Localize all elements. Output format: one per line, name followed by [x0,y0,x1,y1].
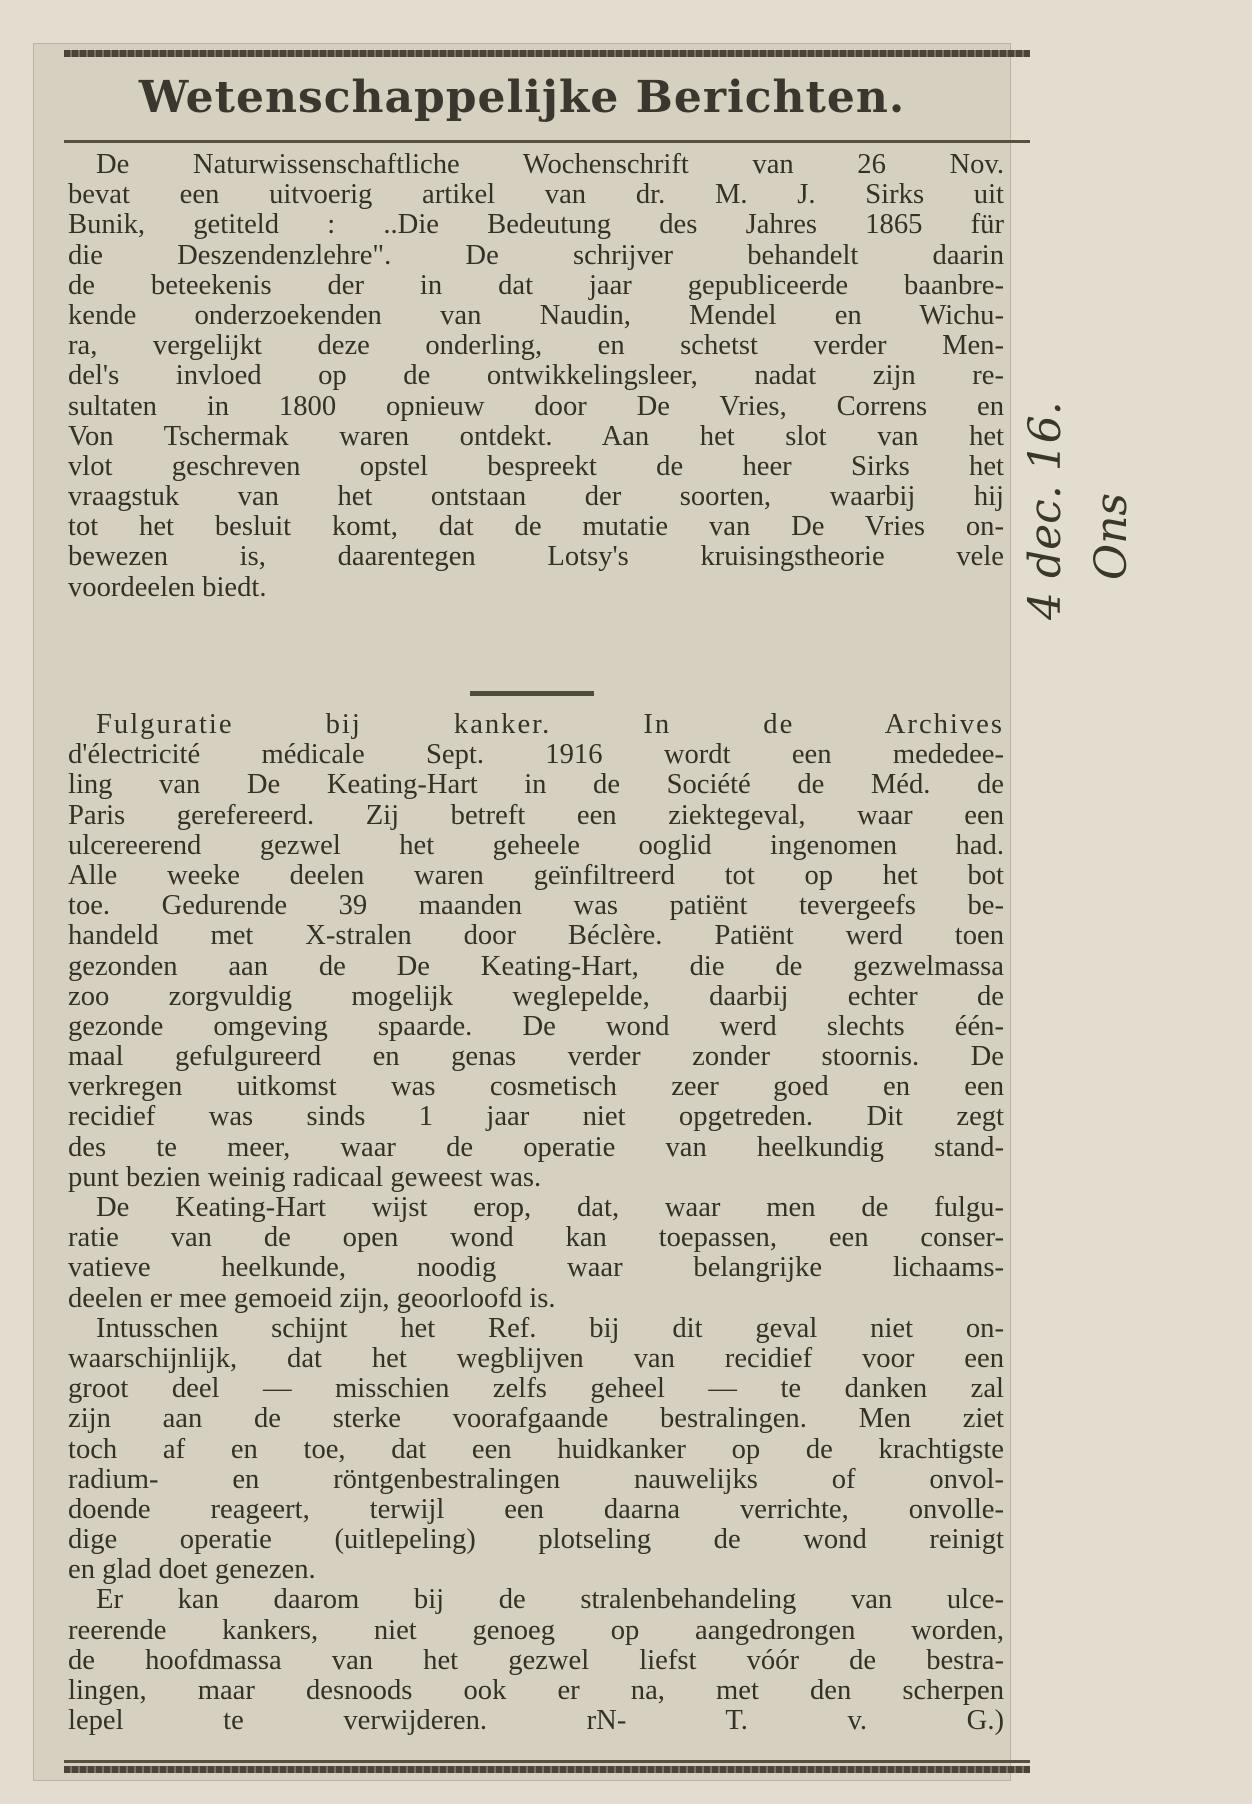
text-line: vlot geschreven opstel bespreekt de heer Sirks het [68,451,1004,482]
text-line: deelen er mee gemoeid zijn, geoorloofd is. [68,1283,556,1314]
text-line: zijn aan de sterke voorafgaande bestralingen. Men ziet [68,1404,1004,1435]
text-line: toe. Gedurende 39 maanden was patiënt tevergeefs be- [68,891,1004,922]
text-line: ratie van de open wond kan toepassen, een conser- [68,1223,1004,1254]
text-line: De Keating-Hart wijst erop, dat, waar men de fulgu- [96,1193,1004,1223]
text-line: verkregen uitkomst was cosmetisch zeer goed en een [68,1072,1004,1103]
text-line: de beteekenis der in dat jaar gepubliceerde baanbre- [68,270,1004,301]
text-line: tot het besluit komt, dat de mutatie van De Vries on- [68,512,1004,543]
text-line: handeld met X-stralen door Béclère. Patiënt werd toen [68,921,1004,952]
article-title: Wetenschappelijke Berichten. [138,72,906,123]
text-line: vatieve heelkunde, noodig waar belangrijke lichaams- [68,1253,1004,1284]
bottom-rule-heavy [64,1766,1030,1773]
text-line: waarschijnlijk, dat het wegblijven van recidief voor een [68,1343,1004,1374]
text-line: radium- en röntgenbestralingen nauwelijks of onvol- [68,1464,1004,1495]
text-line: kende onderzoekenden van Naudin, Mendel en Wichu- [68,300,1004,331]
text-line: sultaten in 1800 opnieuw door De Vries, Correns en [68,391,1004,422]
text-line: gezonde omgeving spaarde. De wond werd slechts één- [68,1011,1004,1042]
text-line: toch af en toe, dat een huidkanker op de krachtigste [68,1434,1004,1465]
newspaper-clipping [34,44,1010,1780]
text-line: Fulguratie bij kanker. In de Archives [96,710,1004,740]
text-line: ling van De Keating-Hart in de Société de Méd. de [68,770,1004,801]
paragraph-sirks [68,150,1004,603]
text-line: De Naturwissenschaftliche Wochenschrift van 26 Nov. [96,150,1004,180]
text-line: reerende kankers, niet genoeg op aangedrongen worden, [68,1615,1004,1646]
text-line: d'électricité médicale Sept. 1916 wordt een mededee- [68,740,1004,771]
text-line: lepel te verwijderen. rN- T. v. G.) [68,1706,1004,1737]
text-line: en glad doet genezen. [68,1555,316,1586]
text-line: des te meer, waar de operatie van heelkundig stand- [68,1132,1004,1163]
title-rule [64,140,1030,143]
text-line: doende reageert, terwijl een daarna verrichte, onvolle- [68,1494,1004,1525]
text-line: lingen, maar desnoods ook er na, met den scherpen [68,1676,1004,1706]
text-line: zoo zorgvuldig mogelijk weglepelde, daarbij echter de [68,981,1004,1012]
top-rule [64,50,1030,57]
handwritten-date: 4 dec. 16. [1020,401,1071,620]
text-line: Bunik, getiteld : ..Die Bedeutung des Jahres 1865 für [68,210,1004,241]
text-line: bewezen is, daarentegen Lotsy's kruisingstheorie vele [68,542,1004,573]
text-line: Alle weeke deelen waren geïnfiltreerd tot op het bot [68,860,1004,891]
text-line: Er kan daarom bij de stralenbehandeling van ulce- [96,1585,1004,1616]
handwritten-note: Ons [1086,493,1137,580]
text-line: punt bezien weinig radicaal geweest was. [68,1162,542,1193]
text-line: ra, vergelijkt deze onderling, en schetst verder Men- [68,331,1004,362]
text-line: bevat een uitvoerig artikel van dr. M. J. Sirks uit [68,180,1004,211]
text-line: vraagstuk van het ontstaan der soorten, waarbij hij [68,482,1004,513]
text-line: die Deszendenzlehre". De schrijver behandelt daarin [68,240,1004,271]
text-line: Von Tschermak waren ontdekt. Aan het slot van het [68,421,1004,452]
section-divider [470,691,594,696]
text-line: dige operatie (uitlepeling) plotseling de wond reinigt [68,1525,1004,1556]
text-line: gezonden aan de De Keating-Hart, die de gezwelmassa [68,951,1004,982]
text-line: ulcereerend gezwel het geheele ooglid ingenomen had. [68,830,1004,861]
text-line: de hoofdmassa van het gezwel liefst vóór de bestra- [68,1645,1004,1676]
text-line: Intusschen schijnt het Ref. bij dit geval niet on- [96,1313,1004,1344]
text-line: Paris gerefereerd. Zij betreft een ziektegeval, waar een [68,800,1004,831]
text-line: del's invloed op de ontwikkelingsleer, nadat zijn re- [68,361,1004,392]
paragraph-fulguratie [68,710,1004,1736]
text-line: voordeelen biedt. [68,572,267,603]
text-line: maal gefulgureerd en genas verder zonder stoornis. De [68,1042,1004,1073]
bottom-rule [64,1760,1030,1763]
text-line: groot deel — misschien zelfs geheel — te danken zal [68,1374,1004,1405]
text-line: recidief was sinds 1 jaar niet opgetreden. Dit zegt [68,1102,1004,1133]
